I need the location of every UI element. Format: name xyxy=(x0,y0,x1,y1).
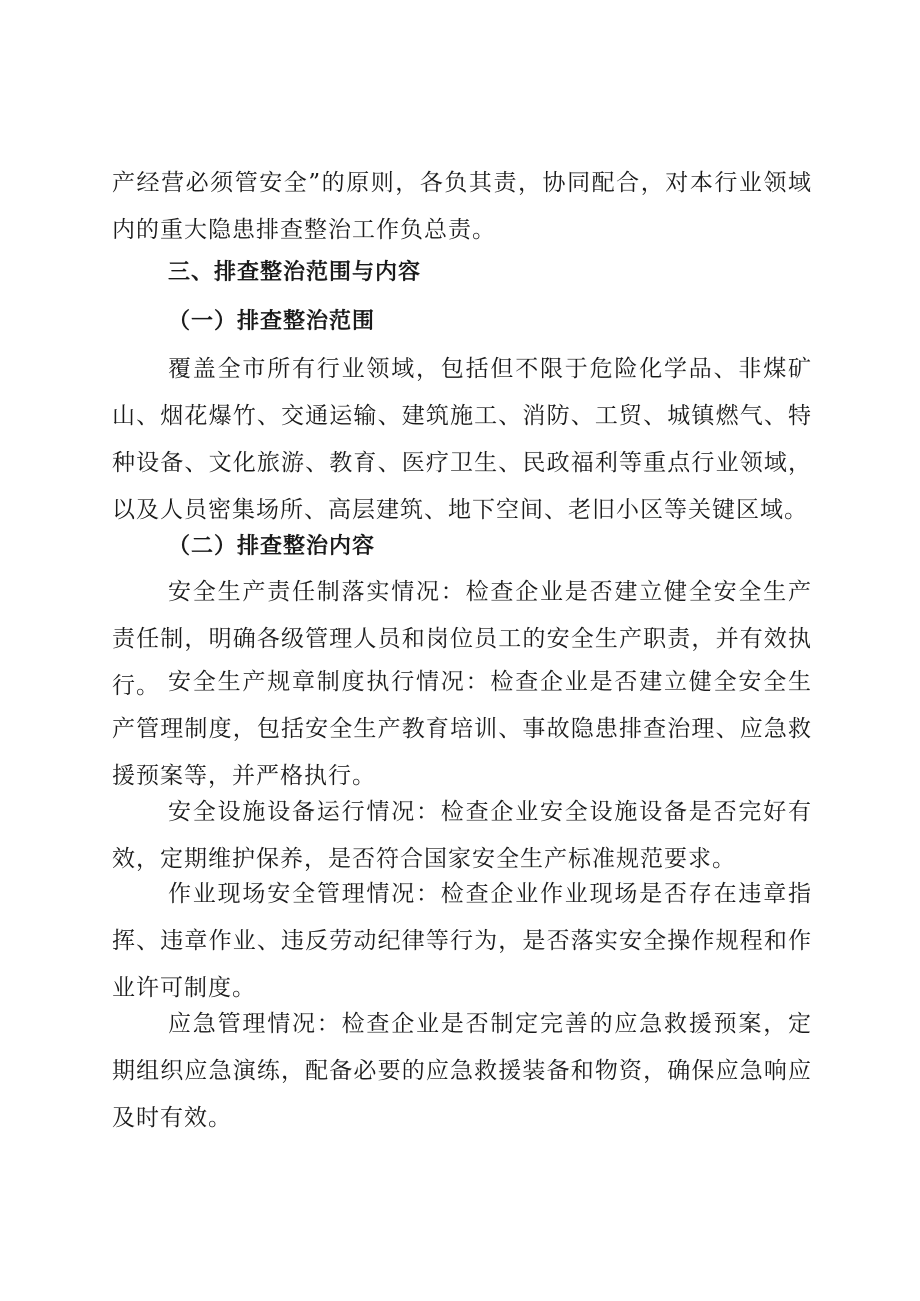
content-subheading: （二）排查整治内容 xyxy=(168,534,376,559)
intro-continuation-paragraph: 产经营必须管安全”的原则，各负其责，协同配合，对本行业领域内的重大隐患排查整治工作负总责。 xyxy=(112,170,812,243)
regulations-paragraph: 安全生产规章制度执行情况：检查企业是否建立健全安全生产管理制度，包括安全生产教育培训、事故隐患排查治理、应急救援预案等，并严格执行。 xyxy=(112,669,812,789)
scope-paragraph: 覆盖全市所有行业领域，包括但不限于危险化学品、非煤矿山、烟花爆竹、交通运输、建筑施工、消防、工贸、城镇燃气、特种设备、文化旅游、教育、医疗卫生、民政福利等重点行业领域，以及人员密集场所、高层建筑、地下空间、老旧小区等关键区域。 xyxy=(112,356,812,523)
worksite-paragraph: 作业现场安全管理情况：检查企业作业现场是否存在违章指挥、违章作业、违反劳动纪律等行为，是否落实安全操作规程和作业许可制度。 xyxy=(112,881,812,1001)
scope-subheading: （一）排查整治范围 xyxy=(168,309,376,334)
facilities-paragraph: 安全设施设备运行情况：检查企业安全设施设备是否完好有效，定期维护保养，是否符合国家安全生产标准规范要求。 xyxy=(112,799,812,872)
responsibility-paragraph: 安全生产责任制落实情况：检查企业是否建立健全安全生产责任制，明确各级管理人员和岗位员工的安全生产职责，并有效执行。 xyxy=(112,579,812,699)
emergency-paragraph: 应急管理情况：检查企业是否制定完善的应急救援预案，定期组织应急演练，配备必要的应急救援装备和物资，确保应急响应及时有效。 xyxy=(112,1011,812,1131)
section-3-heading: 三、排查整治范围与内容 xyxy=(168,260,422,285)
